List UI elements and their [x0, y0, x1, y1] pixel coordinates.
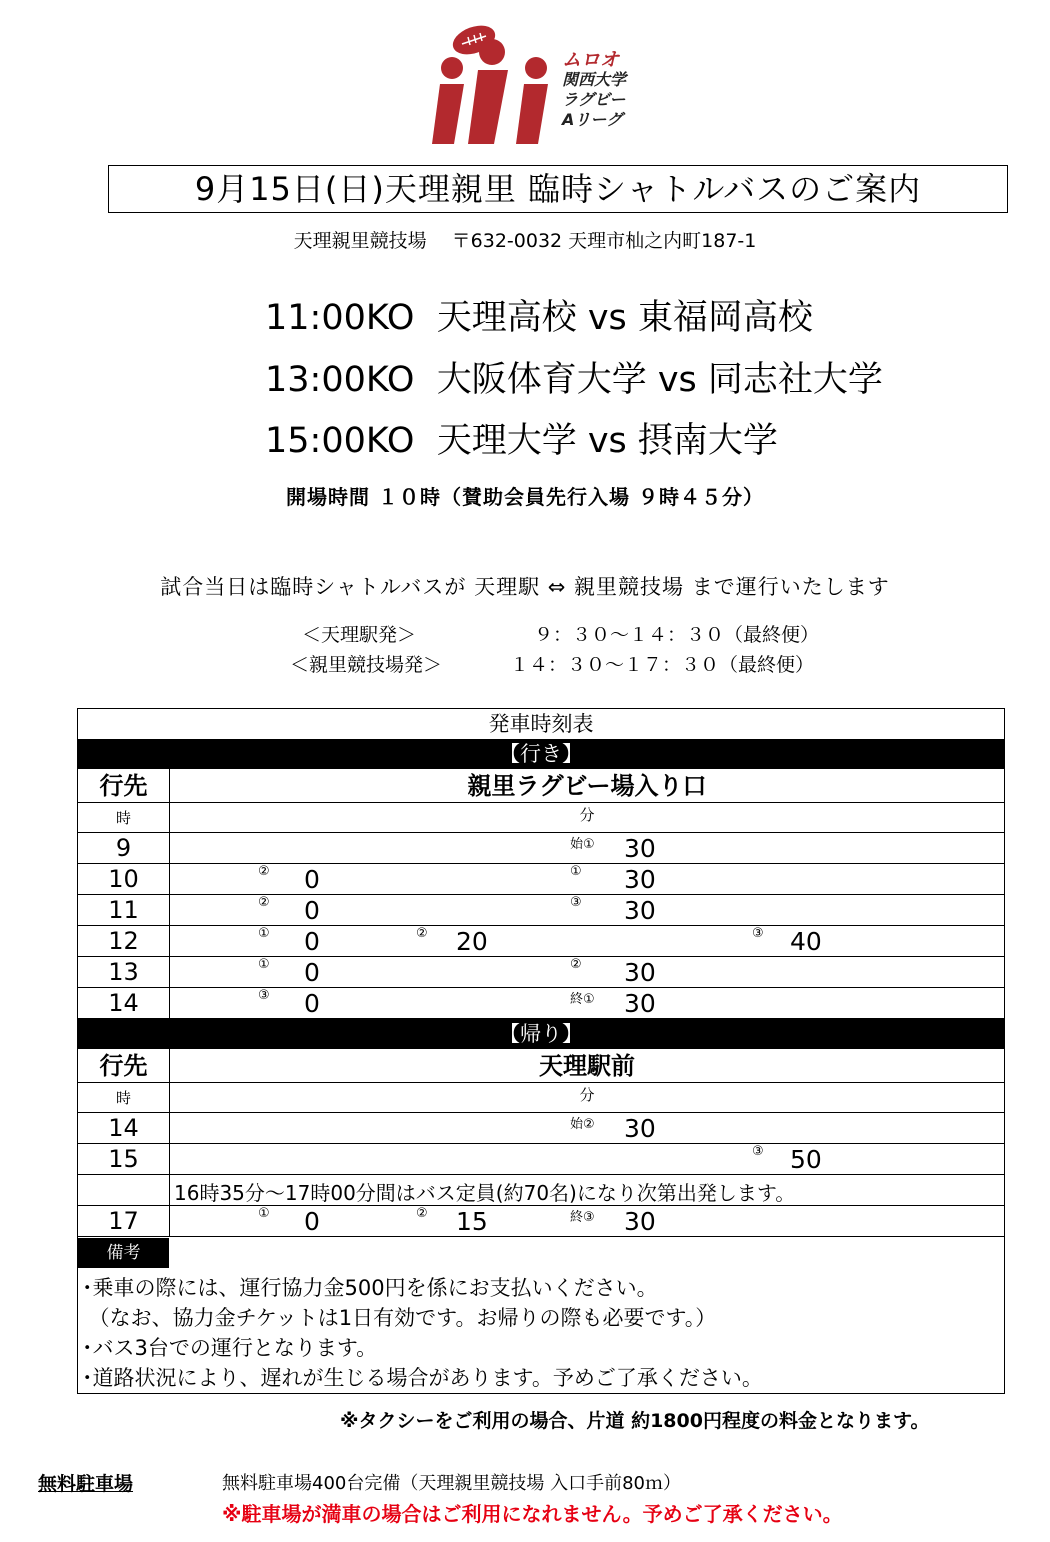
timetable-row — [78, 895, 1004, 926]
bus-number-mark: 終③ — [570, 1210, 595, 1225]
match-1: 11:00KO 天理高校 vs 東福岡高校 — [265, 298, 813, 338]
schedule-label-stadium: ＜親里競技場発＞ — [290, 654, 443, 676]
minute-cell: 40 — [790, 927, 822, 956]
parking-warning: ※駐車場が満車の場合はご利用になれません。予めご了承ください。 — [222, 1502, 843, 1526]
page-title: 9月15日(日)天理親里 臨時シャトルバスのご案内 — [108, 165, 1008, 213]
minute-cell: 30 — [624, 834, 656, 863]
schedule-value-station: ９：３０～１４：３０（最終便） — [534, 624, 820, 646]
minute-cell: 0 — [304, 989, 320, 1018]
return-dest-label: 行先 — [99, 1052, 148, 1080]
bus-number-mark: ③ — [752, 1144, 764, 1159]
minute-cell: 0 — [304, 927, 320, 956]
timetable-row — [78, 988, 1004, 1019]
timetable-row — [78, 833, 1004, 864]
minute-cell: 30 — [624, 958, 656, 987]
parking-info: 無料駐車場400台完備（天理親里競技場 入口手前80ｍ） — [222, 1473, 681, 1494]
remark-2: （なお、協力金チケットは1日有効です。お帰りの際も必要です。） — [82, 1306, 717, 1330]
hour-cell: 15 — [108, 1145, 139, 1173]
minute-cell: 30 — [624, 865, 656, 894]
hour-cell: 17 — [108, 1207, 139, 1235]
bus-number-mark: ③ — [258, 988, 270, 1003]
timetable-row — [78, 926, 1004, 957]
bus-number-mark: ② — [416, 1206, 428, 1221]
hour-cell: 9 — [115, 834, 132, 862]
return-column-header — [78, 1083, 1004, 1113]
timetable-row — [78, 1206, 1004, 1237]
bus-number-mark: 始② — [570, 1117, 595, 1132]
outbound-column-header — [78, 803, 1004, 833]
bus-number-mark: 始① — [570, 837, 595, 852]
minute-cell: 30 — [624, 989, 656, 1018]
minute-cell: 15 — [456, 1207, 488, 1236]
parking-label: 無料駐車場 — [38, 1473, 134, 1495]
hour-cell: 13 — [108, 958, 139, 986]
minute-cell: 30 — [624, 1114, 656, 1143]
shuttle-intro: 試合当日は臨時シャトルバスが 天理駅 ⇔ 親里競技場 まで運行いたします — [160, 575, 890, 599]
return-destination: 天理駅前 — [539, 1052, 635, 1080]
return-header: 【帰り】 — [78, 1019, 1004, 1049]
minute-cell: 20 — [456, 927, 488, 956]
return-destination-row — [78, 1049, 1004, 1083]
hour-cell: 12 — [108, 927, 139, 955]
bus-number-mark: ③ — [570, 895, 582, 910]
timetable — [77, 708, 1005, 1394]
hour-cell: 14 — [108, 989, 139, 1017]
logo-line-4: Aリーグ — [562, 110, 623, 129]
remark-4: ･道路状況により、遅れが生じる場合があります。予めご了承ください。 — [82, 1366, 763, 1390]
bus-number-mark: ① — [258, 926, 270, 941]
minute-cell: 0 — [304, 865, 320, 894]
league-logo — [432, 22, 652, 152]
taxi-note: ※タクシーをご利用の場合、片道 約1800円程度の料金となります。 — [340, 1410, 930, 1432]
timetable-row — [78, 1113, 1004, 1144]
minute-cell: 50 — [790, 1145, 822, 1174]
return-minute-label: 分 — [579, 1086, 595, 1104]
bus-number-mark: ① — [258, 957, 270, 972]
minute-cell: 0 — [304, 958, 320, 987]
minute-cell: 30 — [624, 896, 656, 925]
logo-text — [562, 50, 626, 130]
hour-label: 時 — [115, 809, 131, 827]
bus-number-mark: ③ — [752, 926, 764, 941]
dest-label: 行先 — [99, 772, 148, 800]
outbound-header: 【行き】 — [78, 739, 1004, 769]
timetable-row — [78, 957, 1004, 988]
remark-3: ･バス3台での運行となります。 — [82, 1336, 378, 1360]
minute-cell: 0 — [304, 1207, 320, 1236]
logo-line-2: 関西大学 — [562, 70, 627, 89]
outbound-destination: 親里ラグビー場入り口 — [467, 772, 707, 800]
timetable-row — [78, 864, 1004, 895]
return-hour-label: 時 — [115, 1089, 131, 1107]
logo-line-3: ラグビー — [562, 90, 626, 109]
bus-number-mark: ① — [258, 1206, 270, 1221]
bus-number-mark: ② — [258, 864, 270, 879]
logo-line-1: ムロオ — [562, 49, 620, 71]
interval-note-row — [78, 1175, 1004, 1206]
bus-number-mark: ② — [416, 926, 428, 941]
minute-cell: 0 — [304, 896, 320, 925]
hour-cell: 10 — [108, 865, 139, 893]
interval-note: 16時35分～17時00分間はバス定員(約70名)になり次第出発します。 — [174, 1181, 796, 1205]
bus-number-mark: 終① — [570, 992, 595, 1007]
timetable-title: 発車時刻表 — [488, 712, 594, 736]
opening-time: 開場時間 １０時（賛助会員先行入場 ９時４５分） — [286, 485, 764, 509]
bus-number-mark: ② — [570, 957, 582, 972]
schedule-label-station: ＜天理駅発＞ — [302, 624, 417, 646]
minute-cell: 30 — [624, 1207, 656, 1236]
bus-number-mark: ① — [570, 864, 582, 879]
remark-1: ･乗車の際には、運行協力金500円を係にお支払いください。 — [82, 1276, 658, 1300]
hour-cell: 14 — [108, 1114, 139, 1142]
remarks-label: 備考 — [78, 1238, 169, 1268]
match-2: 13:00KO 大阪体育大学 vs 同志社大学 — [265, 360, 883, 400]
minute-label: 分 — [579, 806, 595, 824]
venue-address: 天理親里競技場 〒632-0032 天理市杣之内町187-1 — [293, 230, 757, 252]
timetable-row — [78, 1144, 1004, 1175]
outbound-destination-row — [78, 769, 1004, 803]
schedule-value-stadium: １４：３０～１７：３０（最終便） — [510, 654, 815, 676]
hour-cell: 11 — [108, 896, 139, 924]
match-3: 15:00KO 天理大学 vs 摂南大学 — [265, 421, 778, 461]
bus-number-mark: ② — [258, 895, 270, 910]
